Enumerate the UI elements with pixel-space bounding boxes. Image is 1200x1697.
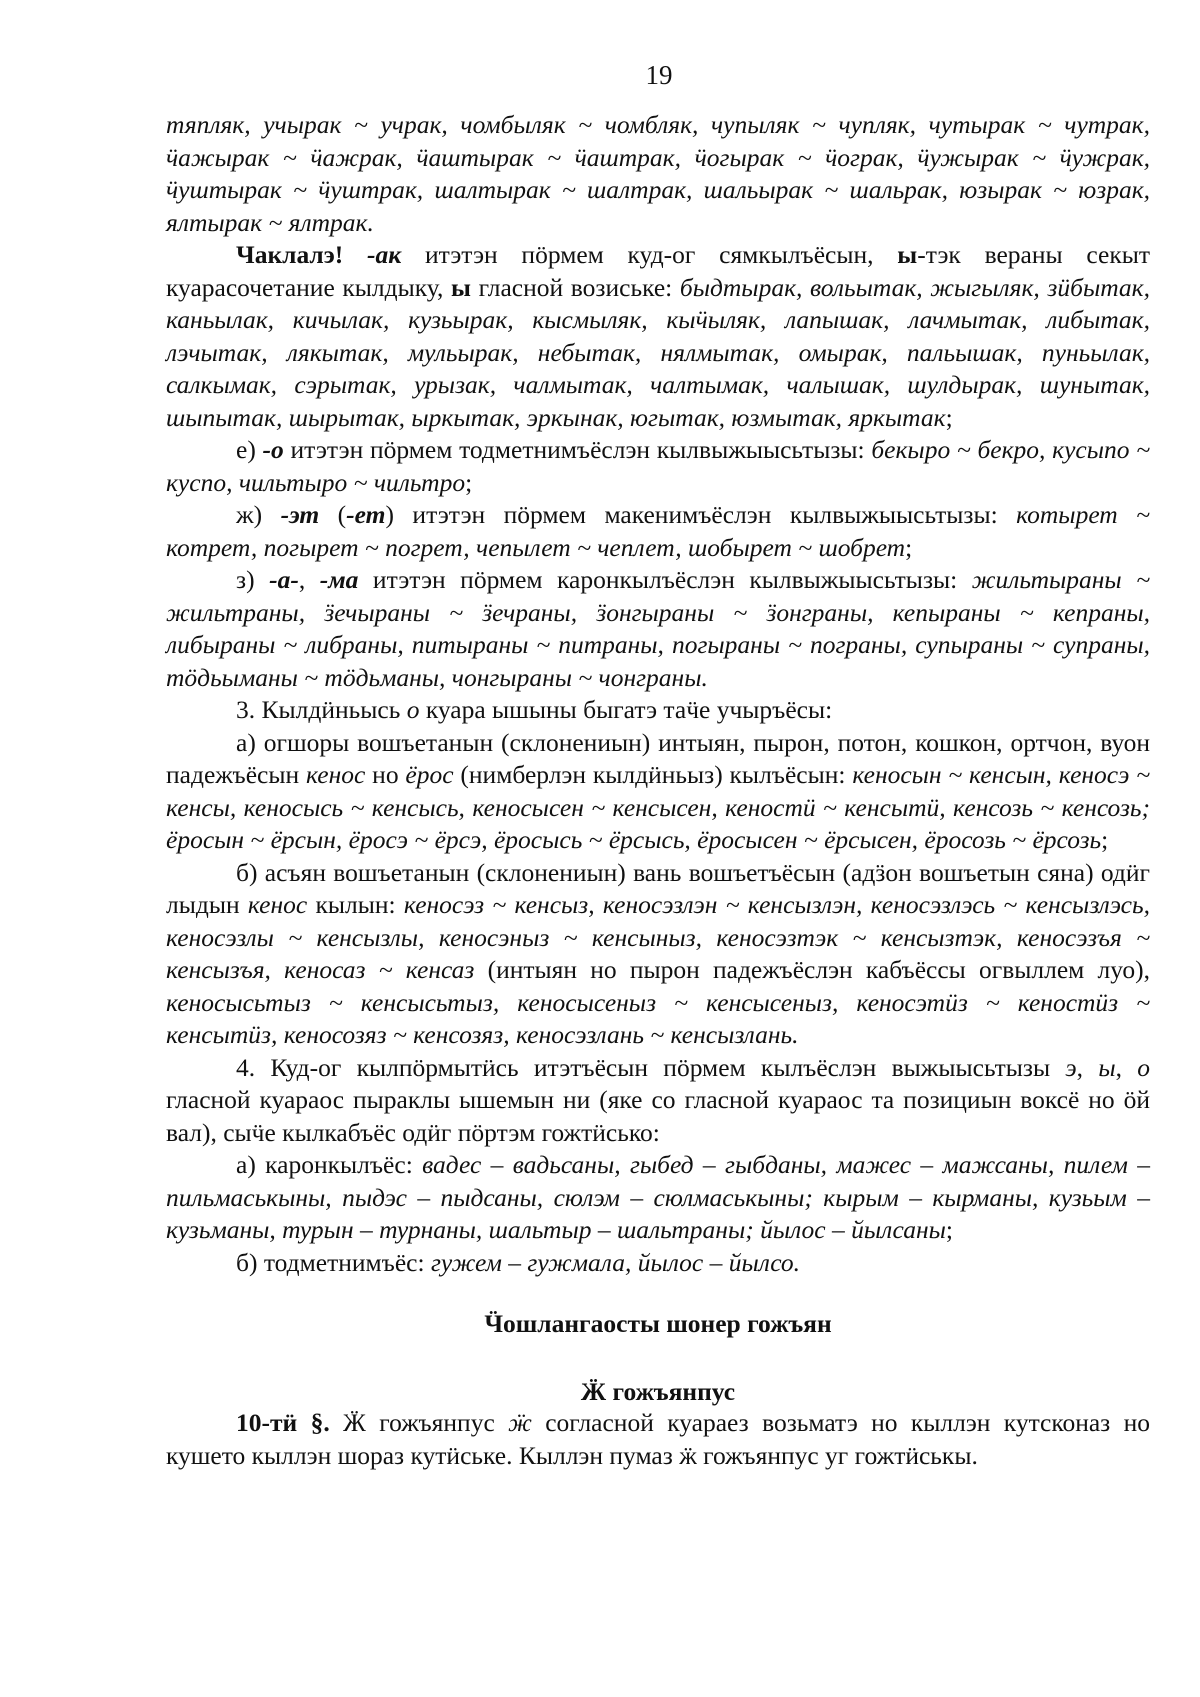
text: б) асъян вошъетанын (склонениын) вань вошъетъёсын (адӟон вошъетын сяна) одӥг лыдын — [166, 857, 1150, 919]
example-words: котырет ~ котрет, погырет ~ погрет, чепылет ~ чеплет, шобырет ~ шобрет — [166, 500, 1150, 562]
example-word: ёрос — [405, 760, 454, 789]
suffix: -ак — [367, 240, 402, 269]
vowel: ы — [1098, 1052, 1116, 1082]
punctuation: ; — [945, 402, 953, 432]
paragraph-3a — [166, 727, 1150, 857]
text: а) каронкылъёс: — [236, 1150, 423, 1179]
paragraph-1 — [166, 109, 1150, 239]
text: ) итэтэн пӧрмем макенимъёслэн кылвыжыысьтызы: — [385, 500, 1017, 529]
suffix: -ет — [346, 500, 386, 529]
suffix: -о — [262, 435, 284, 464]
punctuation: , — [1115, 1052, 1138, 1082]
section-number: 10-тӥ §. — [236, 1408, 330, 1437]
subsection-heading: Ӝ гожъянпус — [580, 1377, 736, 1406]
punctuation: ; — [465, 467, 473, 497]
item-label: з) — [236, 565, 270, 594]
punctuation: , — [298, 565, 320, 594]
example-word: кенос — [247, 890, 308, 919]
paragraph-zh — [166, 499, 1150, 564]
paragraph-3 — [166, 694, 1150, 727]
text: б) тодметнимъёс: — [236, 1247, 431, 1277]
text: гласной возиське: — [470, 272, 680, 302]
text: итэтэн пӧрмем куд-ог сямкылъёсын, — [401, 240, 898, 269]
text: итэтэн пӧрмем каронкылъёслэн кылвыжыысьтызы: — [358, 565, 972, 594]
suffix: -эт — [280, 500, 320, 529]
paragraph-e — [166, 434, 1150, 499]
text: куара ышыны быгатэ таӵе учыръёсы: — [419, 695, 833, 724]
text: (нимберлэн кылдӥньыз) кылъёсын: — [453, 760, 853, 789]
punctuation: ; — [945, 1215, 953, 1244]
text: согласной куараез возьматэ но кыллэн кутсконаз но кушето кыллэн шораз кутӥське. Кыллэн пумаз ӝ гожъянпус уг гожтӥськы. — [166, 1408, 1150, 1470]
example-words: гужем – гужмала, йылос – йылсо. — [430, 1247, 801, 1277]
paragraph-3b — [166, 857, 1150, 1052]
paragraph-z — [166, 564, 1150, 694]
paragraph-10 — [166, 1407, 1150, 1472]
example-words: быдтырак, вольытак, жыгыляк, зӥбытак, каньылак, кичылак, кузьырак, кысмыляк, кыӵыляк, лапышак, лачмытак, либытак, лэчытак, лякытак, мульырак, небытак, нялмытак, омырак, пальышак, пуньылак, салкымак, сэрытак, урызак, чалмытак, чалтымак, чалышак, шулдырак, шунытак, шыпытак, шырытак, ыркытак, эркынак, югытак, юзмытак, яркытак — [166, 272, 1150, 432]
text: -тэк вераны секыт куарасочетание кылдыку, — [166, 240, 1150, 302]
suffix: -а- — [269, 565, 299, 594]
punctuation: ( — [319, 500, 347, 529]
example-words: кеносын ~ кенсын, кеносэ ~ кенсы, кеносысь ~ кенсысь, кеносысен ~ кенсысен, кеностӥ ~ кенсытӥ, кенсозь ~ кенсозь; ёросын ~ ёрсын, ёросэ ~ ёрсэ, ёросысь ~ ёрсысь, ёросысен ~ ёрсысен, ёросозь ~ ёрсозь — [166, 760, 1150, 854]
example-words: кеносэз ~ кенсыз, кеносэзлэн ~ кенсызлэн, кеносэзлэсь ~ кенсызлэсь, кеносэзлы ~ кенсызлы, кеносэныз ~ кенсыныз, кеносэзтэк ~ кенсызтэк, кеносэзъя ~ кенсызъя, кеносаз ~ кенсаз — [166, 890, 1150, 984]
vowel: о — [406, 695, 420, 724]
paragraph-4a — [166, 1149, 1150, 1247]
example-words: кеносысьтыз ~ кенсысьтыз, кеносысеныз ~ кенсысеныз, кеносэтӥз ~ кеностӥз ~ кенсытӥз, кеносозяз ~ кенсозяз, кеносэзлань ~ кенсызлань. — [166, 987, 1150, 1049]
text: 3. Кылдӥньысь — [236, 695, 407, 724]
paragraph-note — [166, 239, 1150, 434]
page-number: 19 — [645, 60, 673, 90]
note-label: Чаклалэ! — [236, 240, 344, 269]
text: но — [365, 760, 406, 789]
text: кылын: — [307, 890, 404, 919]
punctuation: , — [1076, 1052, 1099, 1082]
text: итэтэн пӧрмем тодметнимъёслэн кылвыжыысьтызы: — [283, 435, 872, 464]
vowel: э — [1065, 1052, 1077, 1082]
paragraph-4b — [166, 1247, 1150, 1280]
paragraph-4 — [166, 1052, 1150, 1150]
text: Ӝ гожъянпус — [329, 1408, 509, 1437]
letter: ӝ — [508, 1408, 532, 1437]
section-heading: Ӵошлангаосты шонер гожъян — [484, 1309, 832, 1338]
item-label: ж) — [236, 500, 281, 529]
letter: ы — [897, 240, 918, 269]
text: а) огшоры вошъетанын (склонениын) интыян, пырон, потон, кошкон, ортчон, вуон падежъёсын — [166, 727, 1150, 789]
example-word: кенос — [305, 760, 366, 789]
suffix: -ма — [319, 565, 359, 594]
item-label: е) — [236, 435, 263, 464]
punctuation: ; — [905, 532, 913, 562]
example-words: тяпляк, учырак ~ учрак, чомбыляк ~ чомбляк, чупыляк ~ чупляк, чутырак ~ чутрак, ӵажырак ~ ӵажрак, ӵаштырак ~ ӵаштрак, ӵогырак ~ ӵограк, ӵужырак ~ ӵужрак, ӵуштырак ~ ӵуштрак, шалтырак ~ шалтрак, шальырак ~ шальрак, юзырак ~ юзрак, ялтырак ~ ялтрак. — [166, 110, 1150, 237]
example-words: вадес – вадьсаны, гыбед – гыбданы, мажес – мажсаны, пилем – пильмаськыны, пыдэс – пыдсаны, сюлэм – сюлмаськыны; кырым – кырманы, кузьым – кузьманы, турын – турнаны, шальтыр – шальтраны; йылос – йылсаны — [166, 1150, 1150, 1244]
text: 4. Куд-ог кылпӧрмытӥсь итэтъёсын пӧрмем кылъёслэн выжыысьтызы — [236, 1052, 1066, 1082]
letter: ы — [451, 272, 471, 302]
example-words: бекыро ~ бекро, кусыпо ~ куспо, чильтыро ~ чильтро — [166, 435, 1150, 497]
text: (интыян но пырон падежъёслэн кабъёссы огвыллем луо), — [474, 955, 1150, 984]
vowel: о — [1137, 1052, 1151, 1082]
text: гласной куараос пыраклы ышемын ни (яке со гласной куараос та позициын воксё но ӧй вал), сыӵе кылкабъёс одӥг пӧртэм гожтӥсько: — [166, 1085, 1150, 1147]
punctuation: ; — [1101, 825, 1109, 854]
example-words: жильтыраны ~ жильтраны, ӟечыраны ~ ӟечраны, ӟонгыраны ~ ӟонграны, кепыраны ~ кепраны, либыраны ~ либраны, питыраны ~ питраны, погыраны ~ пограны, супыраны ~ супраны, тӧдьыманы ~ тӧдьманы, чонгыраны ~ чонграны. — [166, 565, 1150, 692]
